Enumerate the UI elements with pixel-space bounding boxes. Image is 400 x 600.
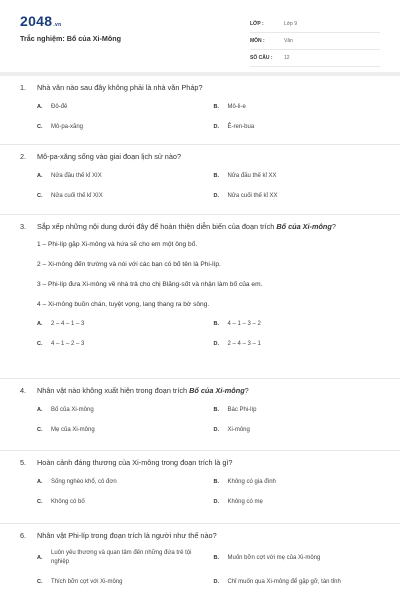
question-2 [0,145,400,215]
question-text [20,385,380,396]
question-number: 5. [20,458,27,467]
question-5 [0,451,400,524]
quiz-title: Trắc nghiệm: Bố của Xi-Mông [20,34,122,43]
question-number: 1. [20,83,27,92]
option-letter: B. [213,104,219,110]
option-c[interactable] [37,426,204,435]
option-letter: A. [37,479,43,485]
question-3 [0,215,400,379]
option-text: Luôn yêu thương và quan tâm đến những đứa trẻ tội nghiệp [51,550,192,565]
option-b[interactable] [214,406,381,415]
option-d[interactable] [214,123,381,132]
question-body: Hoàn cảnh đáng thương của Xi-mông trong đoạn trích là gì? [37,458,233,467]
option-c[interactable] [37,192,204,201]
question-text [20,457,380,468]
option-letter: A. [37,173,43,179]
option-text: Nửa cuối thế kỉ XIX [51,193,103,199]
option-letter: D. [213,499,219,505]
option-letter: C. [37,341,43,347]
option-a[interactable] [37,549,204,567]
event-item: 2 – Xi-mông đến trường và nói với các bạn có bố tên là Phi-líp. [37,261,221,268]
option-text: 4 – 1 – 2 – 3 [51,341,85,347]
site-logo[interactable] [20,13,61,29]
logo-text: 2048 [20,13,53,29]
option-text: Không có mẹ [227,499,263,505]
option-letter: D. [213,193,219,199]
question-body [37,385,380,396]
option-d[interactable] [214,340,381,349]
option-a[interactable] [37,172,204,181]
option-a[interactable] [37,406,204,415]
option-b[interactable] [214,172,381,181]
meta-row-class [250,16,380,33]
option-c[interactable] [37,123,204,132]
option-letter: A. [37,554,43,561]
option-c[interactable] [37,578,204,587]
option-text: Đô-đê [51,104,68,110]
option-text: 4 – 1 – 3 – 2 [227,321,261,327]
option-grid [20,103,380,143]
option-text: Muốn bỡn cợt với mẹ của Xi-mông [227,554,321,561]
option-text: Ê-ren-bua [227,124,255,130]
option-text: Không có gia đình [227,479,276,485]
meta-value: 12 [284,55,290,61]
meta-label: LỚP : [250,21,264,27]
option-grid [20,406,380,446]
question-text-part: Sắp xếp những nội dung dưới đây để hoàn thiện diễn biến của đoạn trích [37,222,277,231]
meta-value: Lớp 9 [284,21,298,27]
option-text: Thích bỡn cợt với Xi-mông [51,579,123,585]
question-number: 6. [20,531,27,540]
question-body: Nhân vật Phi-líp trong đoạn trích là người như thế nào? [37,531,217,540]
question-text [20,82,380,93]
question-list [0,76,400,600]
option-letter: D. [213,579,219,585]
option-b[interactable] [214,103,381,112]
option-text: Bác Phi-líp [227,407,257,413]
option-text: Mô-pa-xăng [51,124,84,130]
meta-row-subject [250,33,380,50]
logo-suffix: .vn [53,22,62,28]
event-list [20,240,380,309]
question-body: Mô-pa-xăng sống vào giai đoạn lịch sử nào? [37,152,182,161]
meta-row-count [250,50,380,67]
quiz-meta [250,16,380,67]
option-c[interactable] [37,340,204,349]
event-item: 3 – Phi-líp đưa Xi-mông về nhà trả cho chị Blăng-sốt và nhận làm bố của em. [37,281,263,288]
option-letter: C. [37,579,43,585]
option-letter: A. [37,407,43,413]
option-letter: C. [37,193,43,199]
option-letter: B. [213,173,219,179]
option-b[interactable] [214,549,381,567]
option-letter: D. [213,124,219,130]
option-b[interactable] [214,320,381,329]
option-text: Mẹ của Xi-mông [51,427,95,433]
option-letter: C. [37,427,43,433]
option-text: Mô-li-e [227,104,246,110]
option-letter: D. [213,341,219,347]
option-letter: B. [213,479,219,485]
meta-label: SỐ CÂU : [250,55,273,61]
event-item: 1 – Phi-líp gặp Xi-mông và hứa sẽ cho em một ông bố. [37,241,198,248]
event-item: 4 – Xi-mông buồn chán, tuyệt vọng, lang thang ra bờ sông. [37,301,210,308]
option-d[interactable] [214,498,381,507]
option-grid [20,320,380,360]
question-1 [0,76,400,145]
question-text-part: ? [331,222,336,231]
option-c[interactable] [37,498,204,507]
option-letter: A. [37,321,43,327]
question-text-part: Nhân vật nào không xuất hiện trong đoạn trích [37,386,190,395]
option-text: 2 – 4 – 3 – 1 [227,341,261,347]
option-letter: C. [37,124,43,130]
question-body [37,221,380,232]
meta-label: MÔN : [250,38,265,44]
option-text: Nửa đầu thế kỉ XIX [51,173,102,179]
option-text: Nửa cuối thế kỉ XX [227,193,278,199]
page-header [0,0,400,72]
option-text: 2 – 4 – 1 – 3 [51,321,85,327]
option-letter: B. [213,554,219,561]
option-a[interactable] [37,320,204,329]
option-b[interactable] [214,478,381,487]
option-grid [20,478,380,518]
question-number: 3. [20,222,27,231]
option-letter: B. [213,407,219,413]
question-number: 2. [20,152,27,161]
option-letter: B. [213,321,219,327]
option-letter: D. [213,427,219,433]
question-6 [0,524,400,600]
meta-value: Văn [284,38,293,44]
work-title: Bố của Xi-mông [189,386,245,395]
question-body: Nhà văn nào sau đây không phải là nhà văn Pháp? [37,83,203,92]
option-d[interactable] [214,426,381,435]
option-text: Xi-mông [227,427,250,433]
question-text [20,530,380,541]
option-text: Bố của Xi-mông [51,407,94,413]
option-d[interactable] [214,192,381,201]
question-text [20,151,380,162]
option-letter: A. [37,104,43,110]
option-text: Không có bố [51,499,85,505]
question-text-part: ? [244,386,249,395]
option-a[interactable] [37,103,204,112]
option-grid [20,549,380,598]
option-d[interactable] [214,578,381,587]
question-4 [0,379,400,451]
work-title: Bố của Xi-mông [276,222,332,231]
question-text [20,221,380,232]
option-text: Nửa đầu thế kỉ XX [227,173,277,179]
option-text: Sống nghèo khổ, cô đơn [51,479,117,485]
question-number: 4. [20,386,27,395]
option-grid [20,172,380,212]
option-text: Chỉ muốn qua Xi-mông để gặp gỡ, tán tỉnh [227,579,341,585]
option-a[interactable] [37,478,204,487]
option-letter: C. [37,499,43,505]
